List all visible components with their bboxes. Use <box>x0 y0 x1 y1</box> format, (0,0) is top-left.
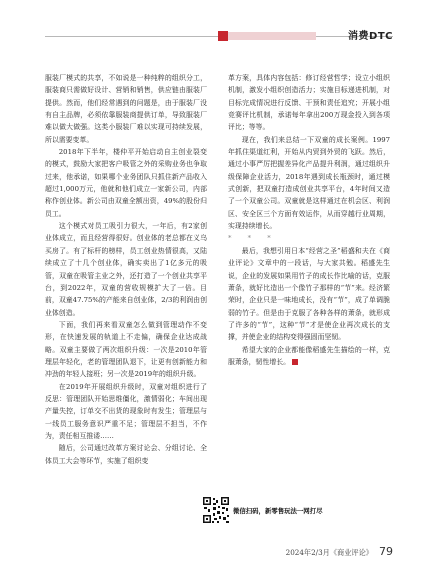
paragraph: 现在，我们来总结一下双童的成长案例。1997年抓住渠道红利，开始从内贸到外贸的飞跃。然后，通过小事严厉把握差异化产品提升利润，通过组织升级保障企业活力，2018年遇到成长瓶颈时，通过模式创新，把双童打造成创业共享平台，4年时间又造了一个双童公司。双童就是这样通过在机会区、利润区、安全区三个方面有效运作，从而穿越行业周期，实现持续增长。 <box>228 135 390 231</box>
paragraph: 下面，我们再来看双童怎么做到管理动作不变形，在快速发展的轨道上不走偏，确保企业达成战略。双童主要做了两次组织升级：一次是2010年管理层年轻化，老的管理团队退下，让更有创新能力和冲劲的年轻人接班；另一次是2019年的组织升级。 <box>45 320 207 379</box>
section-separator: * * * <box>228 234 278 243</box>
left-column <box>45 72 207 467</box>
page-footer <box>286 545 393 558</box>
paragraph: 最后，我想引用日本“经营之圣”稻盛和夫在《商业评论》文章中的一段话，与大家共勉。稻盛先生说，企业的发展如果用竹子的成长作比喻的话，克服萧条，就好比造出一个像竹子那样的“节”来。经济繁荣时，企业只是一味地成长，没有“节”，成了单调脆弱的竹子。但是由于克服了各种各样的萧条，就形成了许多的“节”，这种“节”才是使企业再次成长的支撑，并使企业的结构变得强固而坚韧。 <box>228 246 390 342</box>
end-mark-icon <box>292 359 298 365</box>
closing-text: 希望大家的企业都能像稻盛先生描绘的一样，克服萧条，韧性增长。 <box>228 345 390 366</box>
qr-caption: 微信扫码，新零售玩法一网打尽 <box>233 507 323 515</box>
qr-code-icon[interactable] <box>202 496 230 524</box>
paragraph: 服装厂模式的共享，不如说是一种纯粹的组织分工，服装商只需做好设计、营销和销售，供应链由服装厂提供。然而，他们经常遇到的问题是，由于服装厂没有自主品牌，必须依靠服装商提供订单，导致服装厂难以做大做强。这类小服装厂难以实现可持续发展，所以需要变革。 <box>45 74 207 144</box>
paragraph: 在2019年开展组织升级时，双童对组织进行了反思：管理团队开始思维僵化，激情弱化；车间出现产量失控，订单交不出货的现象时有发生；管理层与一线员工服务意识严重不足；管理层不担当，不作为，责任相互推诿…… <box>45 382 207 440</box>
closing-paragraph <box>228 344 390 369</box>
header-accent-bar <box>220 32 316 40</box>
paragraph: 随后，公司通过改革方案讨论会、分组讨论、全体员工大会等环节，实施了组织变 <box>45 444 207 465</box>
issue-info: 2024年2/3月《商业评论》 <box>285 548 373 557</box>
qr-code-graphic <box>202 496 230 524</box>
paragraph: 这个模式对员工吸引力很大，一年后，有2家创业体成立，而且经营得很好。创业体的老总都在义乌买房了。有了标杆的榜样，员工创业热情很高，又陆续成立了十几个创业体，确实卖出了1亿多元的吸管，双童在吸管主业之外，还打造了一个创业共享平台，到2022年，双童的营收规模扩大了一倍。目前，双童47.75%的产能来自创业体，2/3的利润由创业体创造。 <box>45 222 207 317</box>
paragraph: 革方案，具体内容包括：修订经营哲学；设立小组织机制，激发小组织创造活力；实施目标递进机制，对目标完成情况进行反馈、干预和责任追究；开展小组竞赛评比机制，承诺每年拿出200万现金投入到各项评比；等等。 <box>228 74 390 132</box>
right-column <box>228 72 390 368</box>
section-label: 消费DTC <box>348 31 393 42</box>
header-accent-square <box>218 31 228 41</box>
page-number: 79 <box>379 545 393 558</box>
paragraph: 2018年下半年，楼仲平开始启动自主创业裂变的模式，鼓励大家把客户吸管之外的采购业务也争取过来，他承诺，如果哪个业务团队只抓住新产品收入超过1,000万元，他就和他们成立一家新公司，内部称作创业体。新公司由双童全额出资，49%的股份归员工。 <box>45 148 207 218</box>
